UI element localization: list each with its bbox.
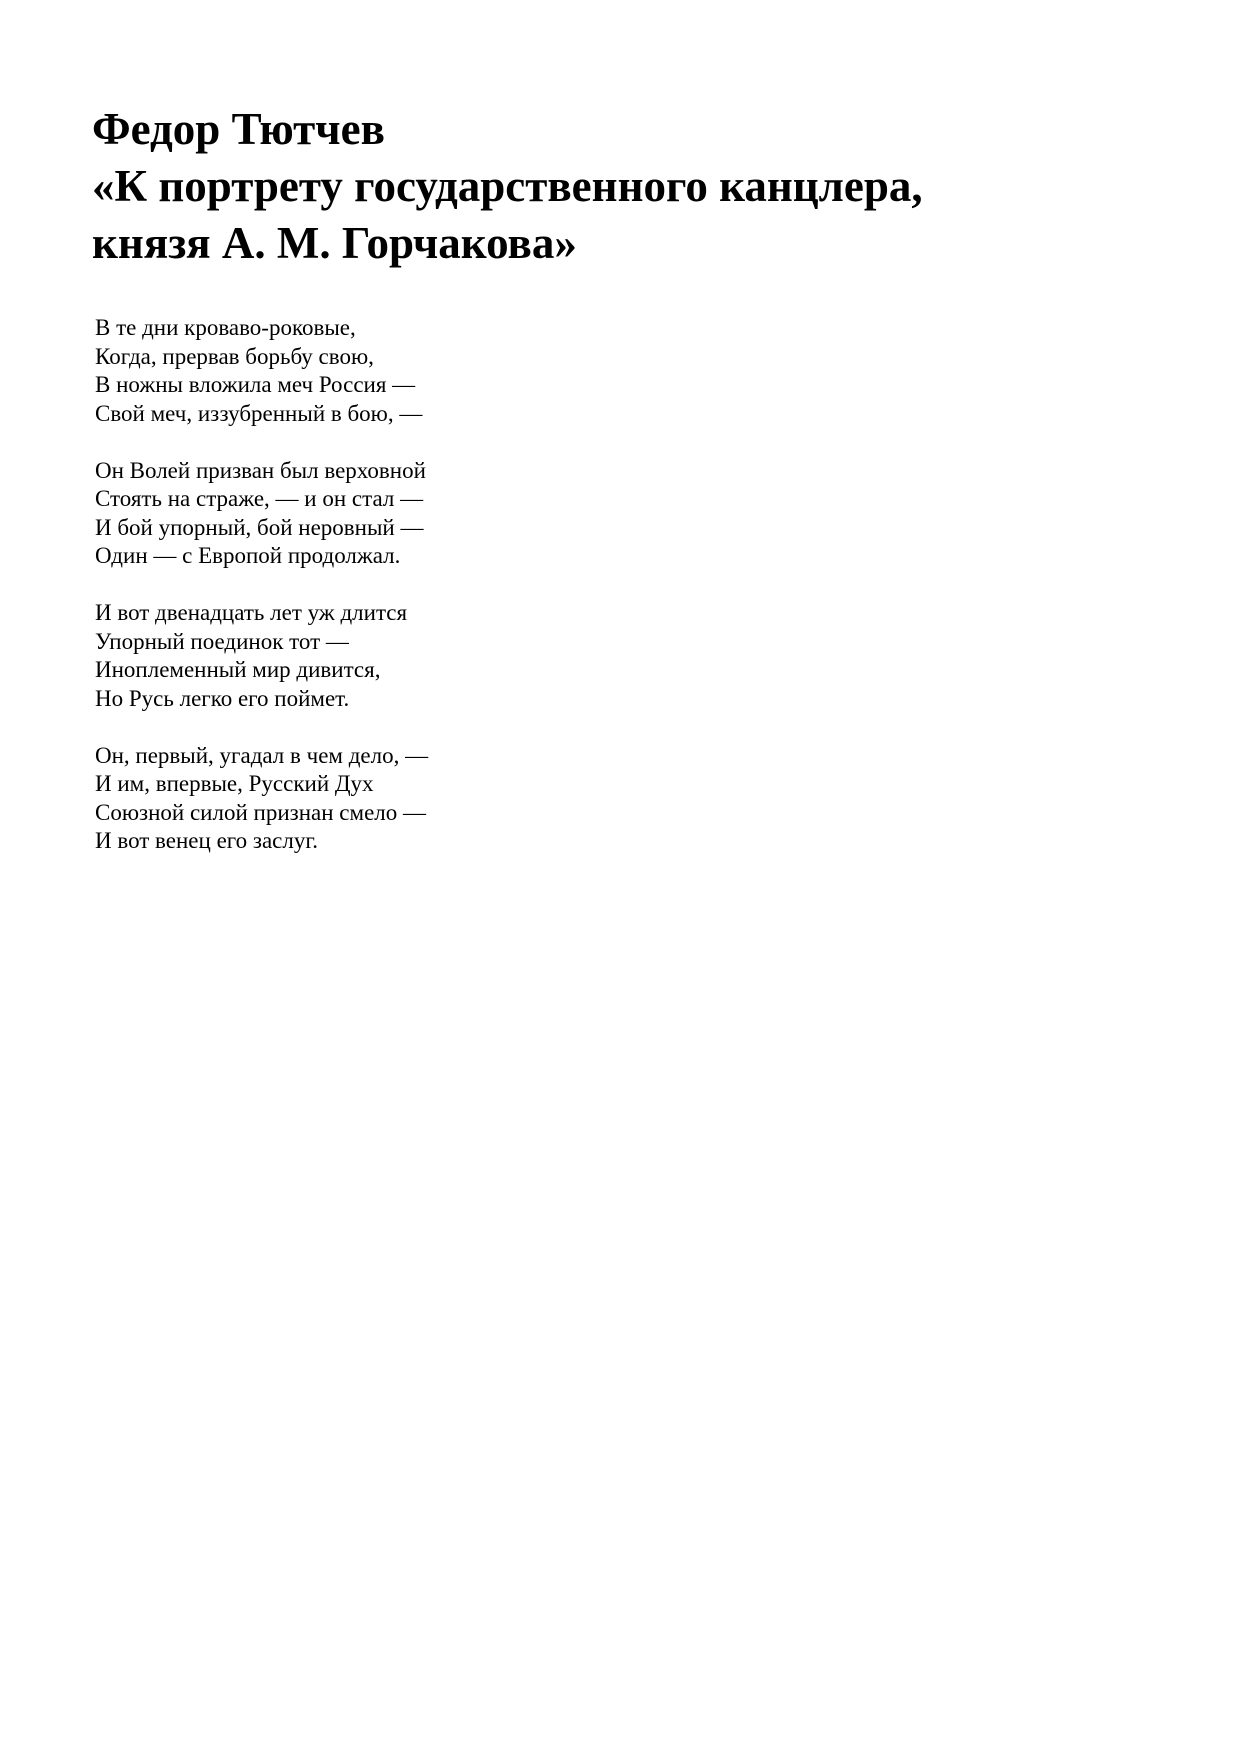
poem-title-line-1: «К портрету государственного канцлера, bbox=[92, 161, 923, 211]
verse-line: Но Русь легко его поймет. bbox=[95, 685, 350, 711]
poem-body bbox=[95, 314, 795, 884]
stanza-4 bbox=[95, 742, 795, 856]
verse-line: Когда, прервав борьбу свою, bbox=[95, 343, 374, 369]
verse-line: И вот двенадцать лет уж длится bbox=[95, 600, 408, 625]
verse-line: Союзной силой признан смело — bbox=[95, 799, 427, 825]
verse-line: Упорный поединок тот — bbox=[95, 628, 349, 654]
stanza-2 bbox=[95, 457, 795, 571]
verse-line: Один — с Европой продолжал. bbox=[95, 543, 401, 568]
stanza-1 bbox=[95, 314, 795, 428]
poem-title-line-2: князя А. М. Горчакова» bbox=[92, 218, 577, 268]
verse-line: Он, первый, угадал в чем дело, — bbox=[95, 742, 429, 768]
title-block bbox=[92, 101, 1192, 272]
verse-line: Свой меч, иззубренный в бою, — bbox=[95, 400, 423, 426]
verse-line: Иноплеменный мир дивится, bbox=[95, 657, 381, 682]
verse-line: В ножны вложила меч Россия — bbox=[95, 372, 416, 397]
verse-line: И им, впервые, Русский Дух bbox=[95, 771, 374, 796]
stanza-3 bbox=[95, 599, 795, 713]
verse-line: И вот венец его заслуг. bbox=[95, 828, 318, 853]
verse-line: Стоять на страже, — и он стал — bbox=[95, 486, 424, 511]
verse-line: И бой упорный, бой неровный — bbox=[95, 514, 424, 540]
author-heading: Федор Тютчев bbox=[92, 104, 385, 154]
verse-line: В те дни кроваво-роковые, bbox=[95, 315, 356, 340]
verse-line: Он Волей призван был верховной bbox=[95, 457, 426, 483]
